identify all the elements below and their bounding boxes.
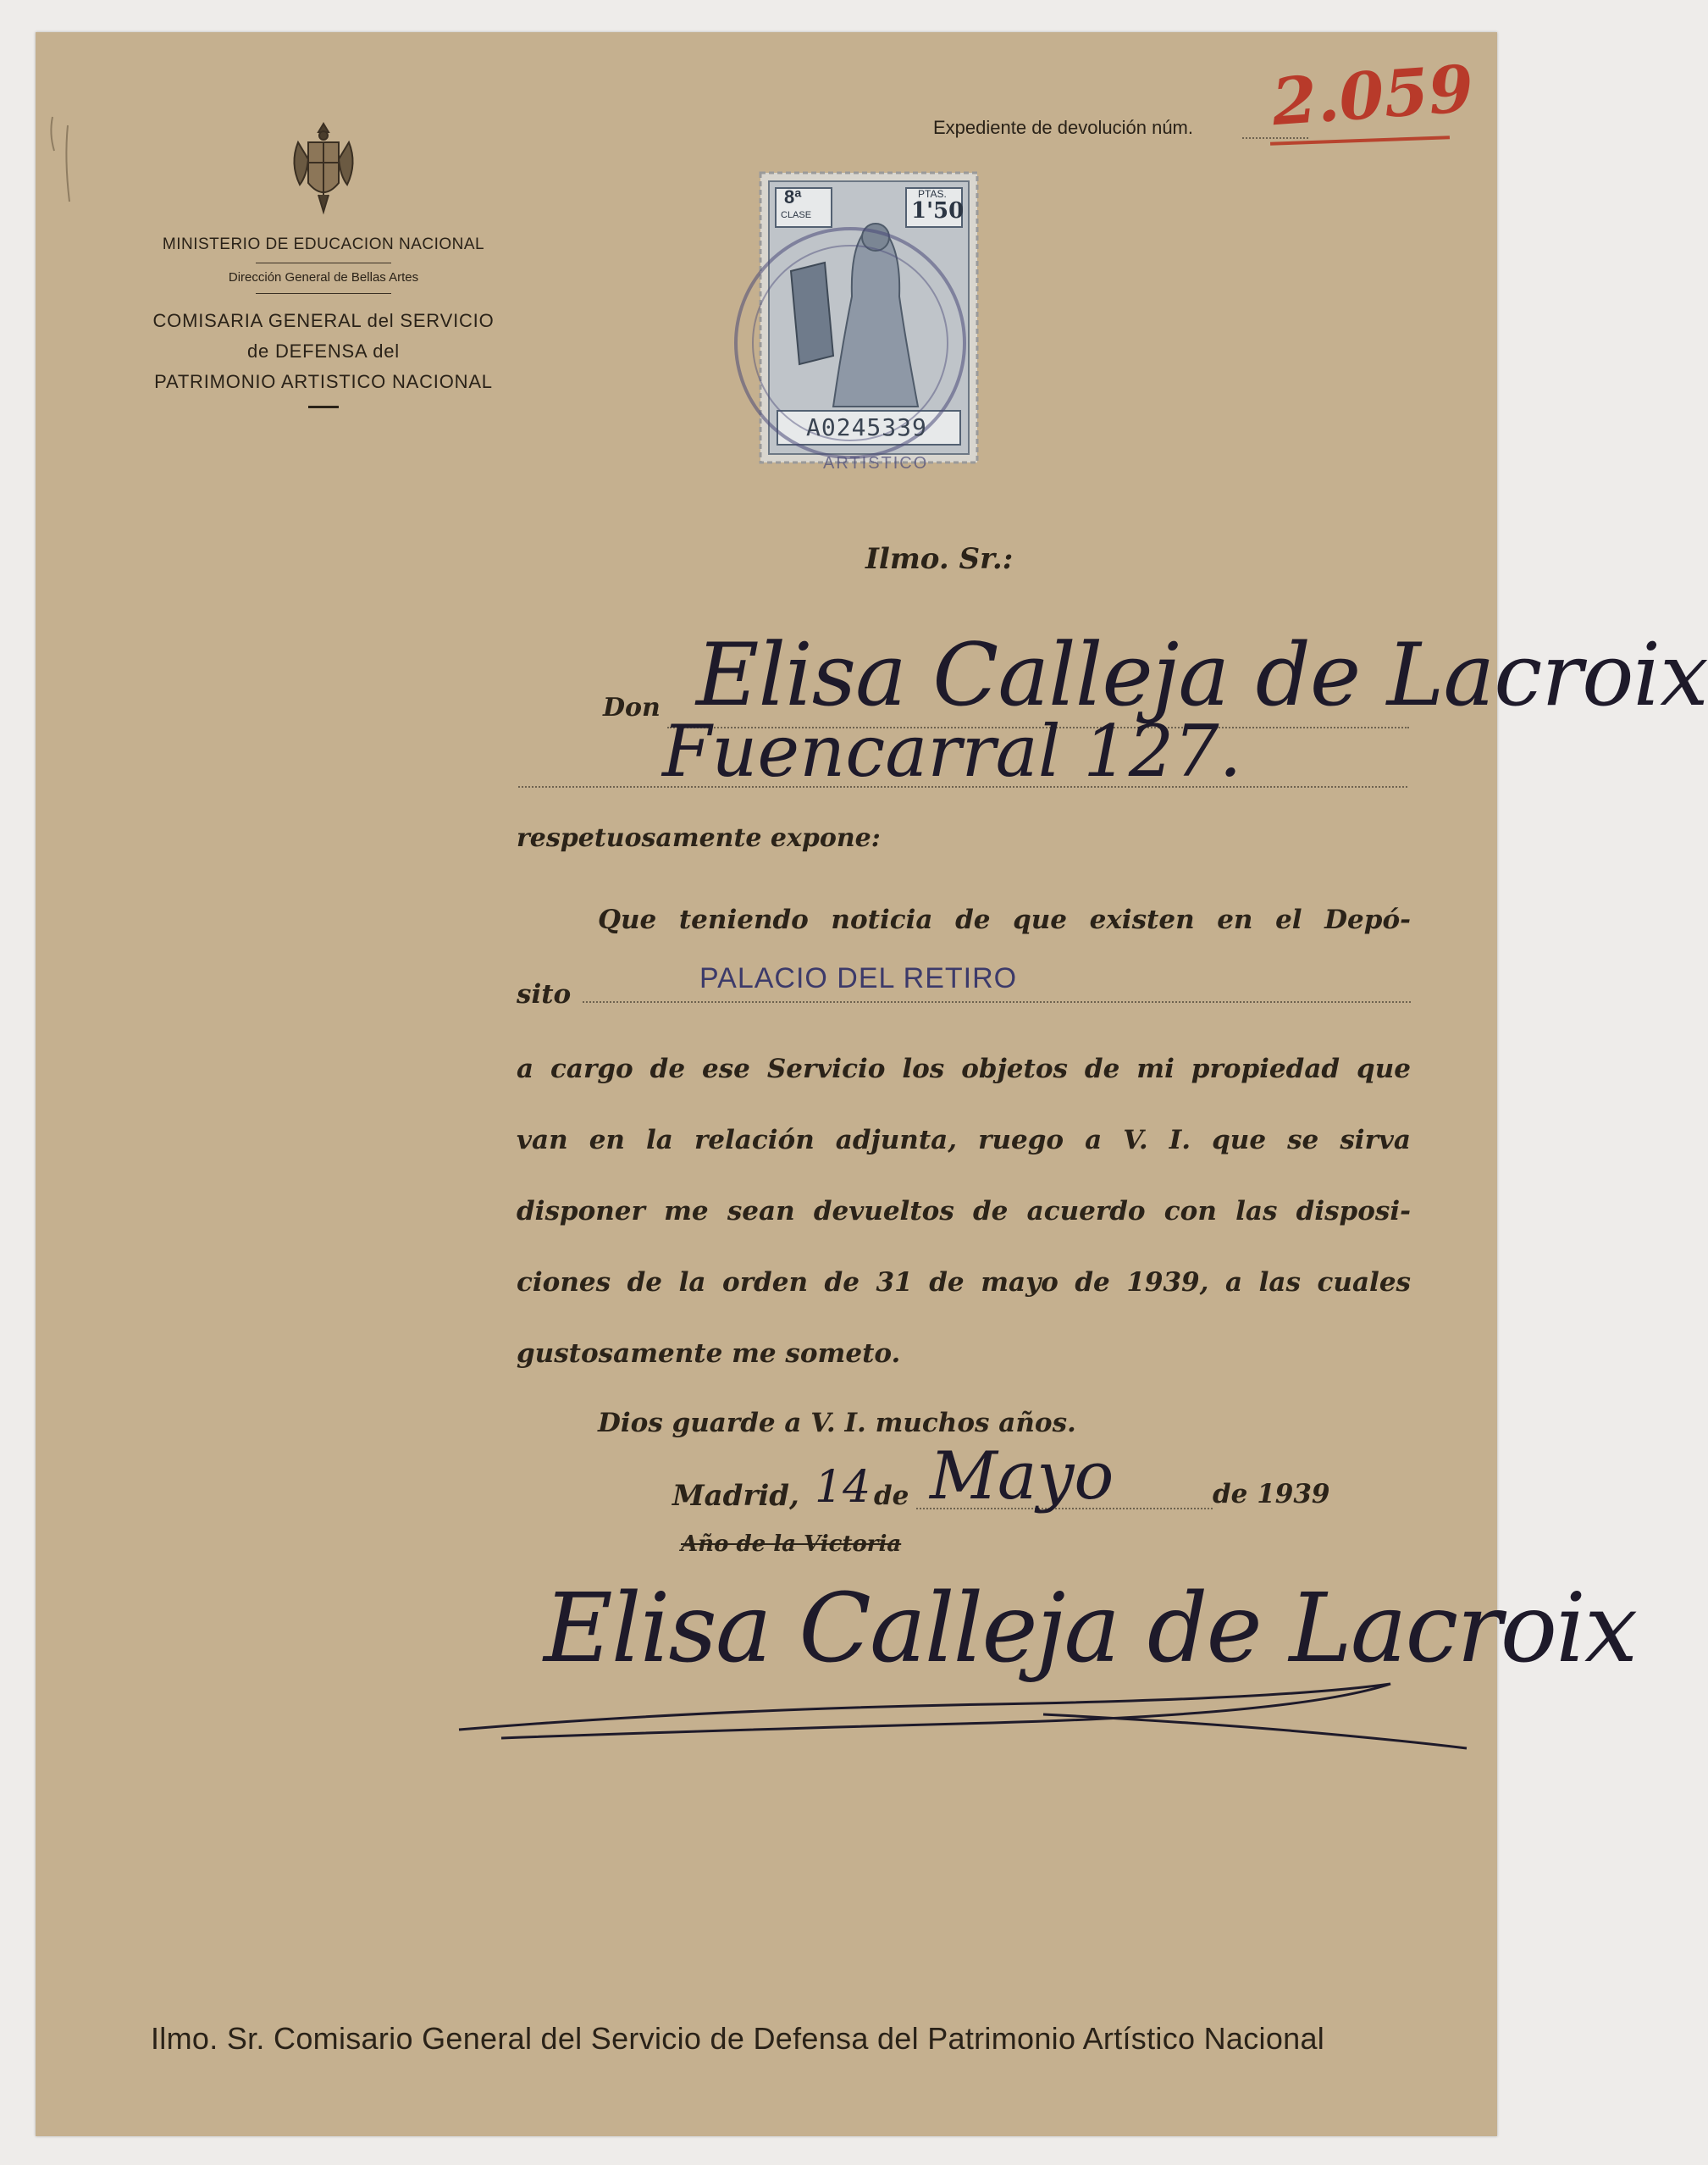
ministry-name: MINISTERIO DE EDUCACION NACIONAL	[162, 235, 485, 253]
signature-flourish	[450, 1667, 1484, 1760]
stamp-serial: A0245339	[806, 413, 927, 441]
struck-text: Año de la Victoria	[681, 1531, 902, 1557]
applicant-address: Fuencarral 127.	[662, 710, 1242, 793]
body-line: gustosamente me someto.	[517, 1338, 901, 1369]
closing-text: Dios guarde a V. I. muchos años.	[598, 1408, 1076, 1438]
body-line: Que teniendo noticia de que existen en el Depó-	[598, 905, 1411, 935]
sito-label: sito	[517, 979, 572, 1010]
letterhead-short-rule	[308, 406, 339, 408]
signature: Elisa Calleja de Lacroix	[544, 1574, 1637, 1684]
body-line: ciones de la orden de 31 de mayo de 1939, a las cuales	[517, 1267, 1411, 1298]
stamp-currency: PTAS.	[918, 188, 947, 200]
date-de-label: de	[874, 1481, 909, 1511]
applicant-name: Elisa Calleja de Lacroix	[696, 625, 1708, 726]
salutation: Ilmo. Sr.:	[865, 542, 1014, 576]
file-label: Expediente de devolución núm.	[933, 117, 1193, 138]
commissariat-line: PATRIMONIO ARTISTICO NACIONAL	[154, 371, 493, 392]
postmark-text: ARTISTICO	[823, 454, 929, 473]
letterhead-rule-2	[256, 293, 391, 294]
body-line: van en la relación adjunta, ruego a V. I. que se sirva	[517, 1125, 1411, 1155]
date-year: de 1939	[1213, 1479, 1330, 1509]
stamp-class: 8ª	[784, 186, 802, 208]
margin-marks	[42, 108, 76, 227]
deposit-stamp: PALACIO DEL RETIRO	[699, 962, 1018, 994]
deposit-dotted-line	[583, 1001, 1411, 1003]
file-number: 2.059	[1269, 50, 1476, 141]
expone-text: respetuosamente expone:	[517, 823, 881, 853]
directorate-name: Dirección General de Bellas Artes	[228, 270, 419, 285]
commissariat-name	[137, 306, 510, 397]
coat-of-arms-icon	[281, 117, 366, 219]
commissariat-line: COMISARIA GENERAL del SERVICIO	[152, 310, 495, 331]
revenue-stamp	[757, 169, 981, 473]
document-page	[36, 32, 1708, 2136]
body-line: a cargo de ese Servicio los objetos de mi propiedad que	[517, 1054, 1411, 1084]
date-place: Madrid,	[672, 1479, 799, 1513]
don-label: Don	[603, 693, 661, 723]
letterhead	[137, 117, 510, 408]
date-month: Mayo	[930, 1438, 1114, 1514]
addressee-footer: Ilmo. Sr. Comisario General del Servicio de Defensa del Patrimonio Artístico Nacional	[151, 2021, 1325, 2056]
stamp-value: 1'50	[911, 198, 965, 224]
body-line: disponer me sean devueltos de acuerdo con las disposi-	[517, 1196, 1411, 1226]
stamp-class-word: CLASE	[781, 210, 812, 220]
commissariat-line: de DEFENSA del	[247, 341, 400, 362]
date-day: 14	[815, 1462, 871, 1513]
